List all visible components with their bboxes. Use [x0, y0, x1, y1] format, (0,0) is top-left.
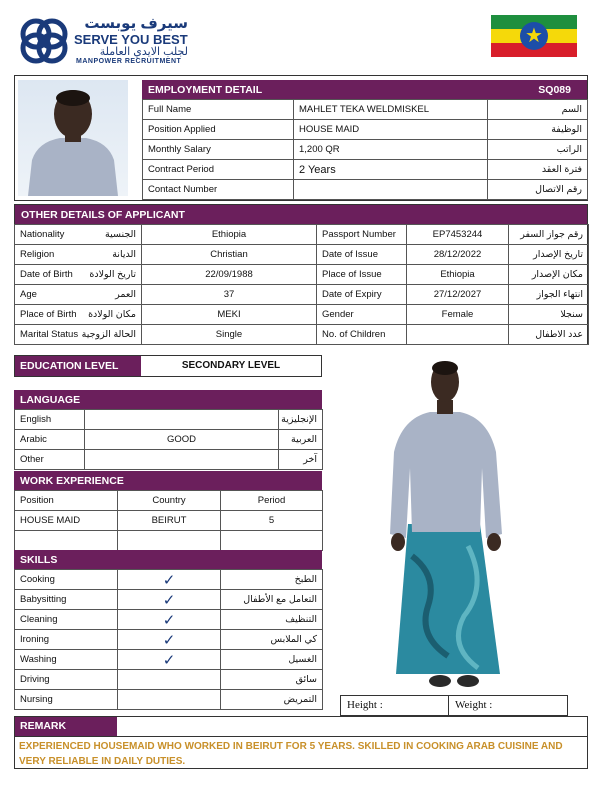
- work-row: [15, 511, 323, 531]
- height-weight-box: [340, 695, 568, 716]
- other-details-title: OTHER DETAILS OF APPLICANT: [21, 208, 185, 221]
- skill-label-arabic: سائق: [221, 670, 323, 690]
- skill-label-arabic: الغسيل: [221, 650, 323, 670]
- skill-label: Washing: [15, 650, 118, 670]
- other-label: Place of Birth: [20, 309, 77, 320]
- remark-text: EXPERIENCED HOUSEMAID WHO WORKED IN BEIRUT FOR 5 YEARS. SKILLED IN COOKING ARAB CUISINE AND VERY RELIABLE IN DAILY DUTIES.: [19, 741, 563, 767]
- skill-row: [15, 670, 323, 690]
- weight-label: Weight :: [455, 699, 493, 711]
- other-label-cell: [15, 245, 142, 265]
- other-label-arabic-2: رقم جواز السفر: [509, 225, 589, 245]
- employment-label: Full Name: [143, 100, 294, 120]
- logo-tagline: MANPOWER RECRUITMENT: [76, 58, 182, 65]
- employment-value: 1,200 QR: [294, 140, 488, 160]
- language-row: [15, 430, 323, 450]
- language-label-arabic: العربية: [279, 430, 323, 450]
- applicant-photo-full: [368, 356, 523, 692]
- check-icon: [118, 690, 221, 710]
- skill-label-arabic: الطبخ: [221, 570, 323, 590]
- other-label-2: Gender: [317, 305, 407, 325]
- employment-value: HOUSE MAID: [294, 120, 488, 140]
- other-details-table: [14, 224, 589, 345]
- other-details-row: [15, 325, 589, 345]
- check-icon: ✓: [118, 570, 221, 590]
- education-level-value: SECONDARY LEVEL: [181, 360, 281, 371]
- employment-row: [143, 160, 588, 180]
- other-label: Religion: [20, 249, 55, 260]
- employment-value: 2 Years: [294, 160, 488, 180]
- skill-label-arabic: التنظيف: [221, 610, 323, 630]
- ethiopia-flag-icon: ★: [491, 15, 577, 57]
- work-country: [118, 531, 221, 551]
- other-label-2: Passport Number: [317, 225, 407, 245]
- employment-value: [294, 180, 488, 200]
- education-level-title: EDUCATION LEVEL: [15, 356, 141, 376]
- work-period: [221, 531, 323, 551]
- skill-label: Cleaning: [15, 610, 118, 630]
- other-label-arabic-2: عدد الاطفال: [509, 325, 589, 345]
- language-row: [15, 450, 323, 470]
- other-value: 37: [142, 285, 317, 305]
- skill-row: [15, 630, 323, 650]
- employment-row: [143, 140, 588, 160]
- employment-label: Contact Number: [143, 180, 294, 200]
- check-icon: ✓: [118, 590, 221, 610]
- language-level: GOOD: [85, 430, 279, 450]
- other-value: 22/09/1988: [142, 265, 317, 285]
- other-value-2: EP7453244: [407, 225, 509, 245]
- applicant-photo-small: [18, 80, 128, 196]
- other-label-cell: [15, 225, 142, 245]
- other-label-arabic: العمر: [115, 289, 136, 300]
- language-label: Arabic: [15, 430, 85, 450]
- skills-title: SKILLS: [20, 553, 58, 566]
- skill-label-arabic: التمريض: [221, 690, 323, 710]
- other-details-row: [15, 245, 589, 265]
- employment-row: [143, 120, 588, 140]
- other-value: MEKI: [142, 305, 317, 325]
- check-icon: ✓: [118, 650, 221, 670]
- employment-label-arabic: رقم الاتصال: [488, 180, 588, 200]
- other-label-cell: [15, 265, 142, 285]
- other-label-arabic: الحالة الزوجية: [81, 329, 136, 340]
- other-details-row: [15, 305, 589, 325]
- language-label: Other: [15, 450, 85, 470]
- other-label-arabic: الجنسية: [105, 229, 136, 240]
- work-header-row: [15, 491, 323, 511]
- employment-label: Monthly Salary: [143, 140, 294, 160]
- other-label-2: Date of Expiry: [317, 285, 407, 305]
- employment-label-arabic: الوظيفة: [488, 120, 588, 140]
- employment-label: Position Applied: [143, 120, 294, 140]
- employment-label-arabic: فترة العقد: [488, 160, 588, 180]
- work-column-header: Country: [118, 491, 221, 511]
- work-country: BEIRUT: [118, 511, 221, 531]
- skill-row: [15, 610, 323, 630]
- skills-table: [14, 569, 323, 710]
- employment-label: Contract Period: [143, 160, 294, 180]
- skill-row: [15, 590, 323, 610]
- other-label-arabic: الديانة: [112, 249, 136, 260]
- skill-label: Cooking: [15, 570, 118, 590]
- skill-label-arabic: كي الملابس: [221, 630, 323, 650]
- employment-label-arabic: الراتب: [488, 140, 588, 160]
- language-table: [14, 409, 323, 470]
- work-position: [15, 531, 118, 551]
- other-label-arabic-2: مكان الإصدار: [509, 265, 589, 285]
- check-icon: [118, 670, 221, 690]
- skill-label: Ironing: [15, 630, 118, 650]
- other-label: Marital Status: [20, 329, 79, 340]
- other-details-row: [15, 285, 589, 305]
- employment-detail-title: EMPLOYMENT DETAIL: [148, 83, 263, 96]
- other-label-arabic-2: سنجلا: [509, 305, 589, 325]
- remark-title: REMARK: [15, 717, 117, 736]
- other-value: Ethiopia: [142, 225, 317, 245]
- language-label-arabic: آخر: [279, 450, 323, 470]
- skill-label: Driving: [15, 670, 118, 690]
- work-position: HOUSE MAID: [15, 511, 118, 531]
- employment-row: [143, 180, 588, 200]
- language-title: LANGUAGE: [20, 393, 81, 406]
- language-row: [15, 410, 323, 430]
- other-value-2: [407, 325, 509, 345]
- skill-label-arabic: التعامل مع الأطفال: [221, 590, 323, 610]
- other-label-cell: [15, 285, 142, 305]
- other-label-arabic: مكان الولادة: [88, 309, 136, 320]
- logo-rings-icon: [18, 16, 72, 66]
- other-label-arabic-2: انتهاء الجواز: [509, 285, 589, 305]
- work-row: [15, 531, 323, 551]
- skill-row: [15, 650, 323, 670]
- work-experience-table: [14, 490, 323, 551]
- other-label-2: No. of Children: [317, 325, 407, 345]
- language-level: [85, 450, 279, 470]
- work-column-header: Position: [15, 491, 118, 511]
- other-details-row: [15, 225, 589, 245]
- employment-row: [143, 100, 588, 120]
- other-label: Age: [20, 289, 37, 300]
- check-icon: ✓: [118, 610, 221, 630]
- other-value: Single: [142, 325, 317, 345]
- work-experience-title: WORK EXPERIENCE: [20, 474, 124, 487]
- other-label: Date of Birth: [20, 269, 73, 280]
- employment-label-arabic: السم: [488, 100, 588, 120]
- company-logo: [18, 14, 188, 66]
- employment-reference-number: SQ089: [538, 83, 571, 96]
- language-label: English: [15, 410, 85, 430]
- other-value-2: Female: [407, 305, 509, 325]
- other-value-2: Ethiopia: [407, 265, 509, 285]
- logo-arabic-subtext: لجلب الايدي العاملة: [99, 46, 188, 58]
- other-label-cell: [15, 305, 142, 325]
- skill-label: Nursing: [15, 690, 118, 710]
- other-label-arabic-2: تاريخ الإصدار: [509, 245, 589, 265]
- other-value: Christian: [142, 245, 317, 265]
- other-label-arabic: تاريخ الولادة: [89, 269, 136, 280]
- language-label-arabic: الإنجليزية: [279, 410, 323, 430]
- other-label-2: Date of Issue: [317, 245, 407, 265]
- check-icon: ✓: [118, 630, 221, 650]
- skill-row: [15, 570, 323, 590]
- employment-detail-table: [142, 99, 588, 200]
- logo-arabic-text: سيرف يوبست: [84, 15, 188, 32]
- other-label-cell: [15, 325, 142, 345]
- height-label: Height :: [347, 699, 383, 711]
- language-level: [85, 410, 279, 430]
- other-value-2: 27/12/2027: [407, 285, 509, 305]
- skill-label: Babysitting: [15, 590, 118, 610]
- other-label-2: Place of Issue: [317, 265, 407, 285]
- employment-value: MAHLET TEKA WELDMISKEL: [294, 100, 488, 120]
- work-column-header: Period: [221, 491, 323, 511]
- work-period: 5: [221, 511, 323, 531]
- other-details-row: [15, 265, 589, 285]
- logo-english-text: SERVE YOU BEST: [74, 32, 188, 47]
- skill-row: [15, 690, 323, 710]
- other-value-2: 28/12/2022: [407, 245, 509, 265]
- other-label: Nationality: [20, 229, 65, 240]
